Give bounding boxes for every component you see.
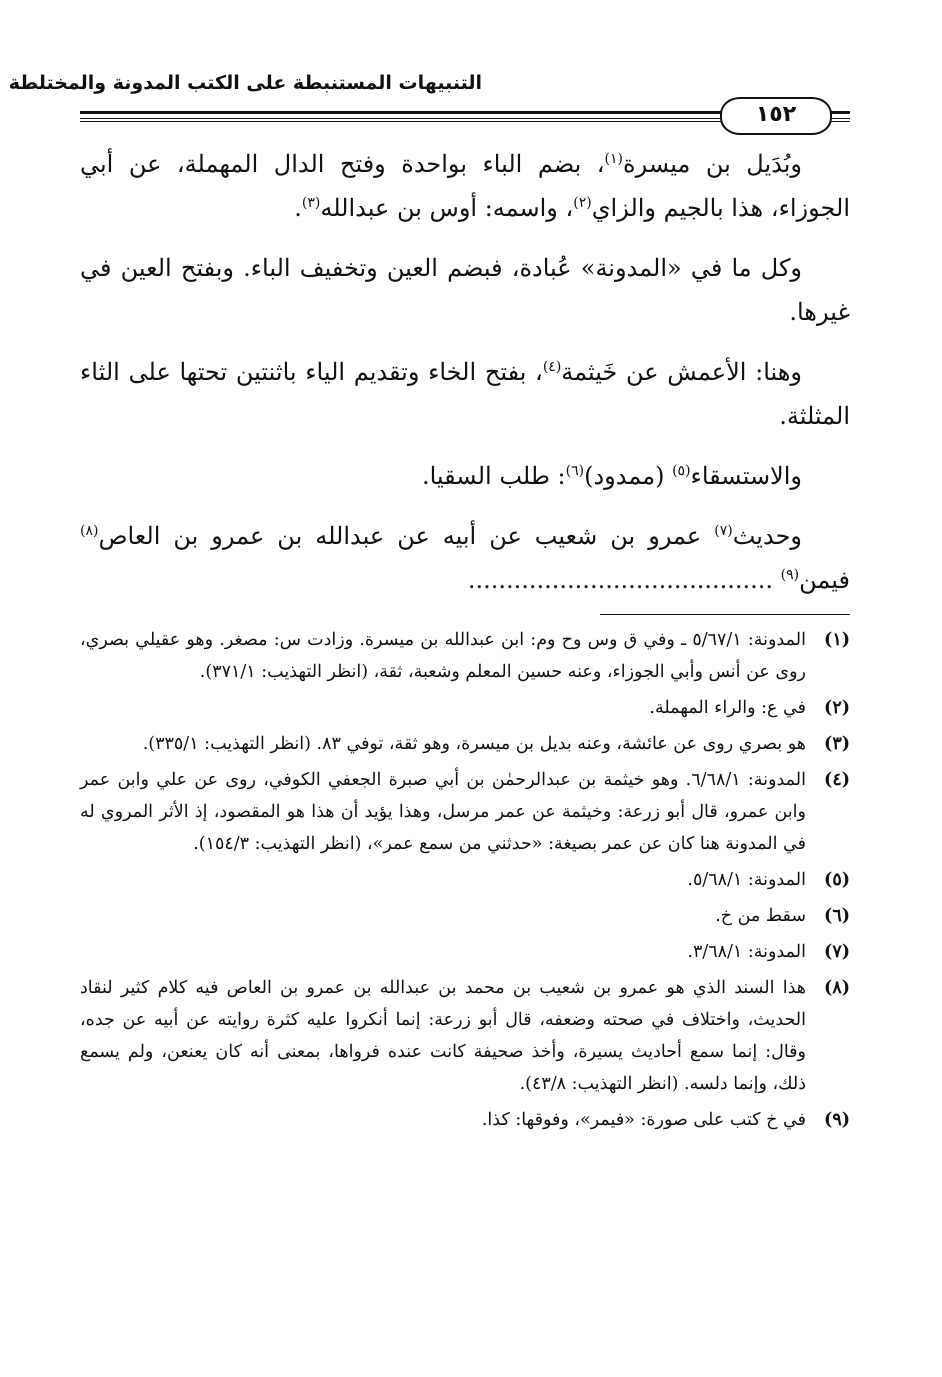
footnote-text: سقط من خ. [715, 906, 806, 926]
footnote [80, 728, 850, 760]
text-run: : طلب السقيا. [421, 462, 566, 490]
footnote-ref[interactable]: (٢) [573, 195, 592, 211]
footnote-number: (١) [824, 630, 850, 650]
text-run: ، واسمه: أوس بن عبدالله [320, 194, 574, 222]
footnote-text: في خ كتب على صورة: «فيمر»، وفوقها: كذا. [481, 1110, 806, 1130]
footnote-number: (٩) [824, 1110, 850, 1130]
footnote-text: المدونة: ٣/٦٨/١. [687, 942, 806, 962]
footnote-ref[interactable]: (٧) [714, 523, 733, 539]
main-text [80, 142, 850, 618]
text-run: وبُدَيل بن ميسرة [623, 150, 802, 178]
footnote [80, 900, 850, 932]
footnote [80, 624, 850, 688]
text-run: وحديث [732, 522, 802, 550]
footnote-text: هذا السند الذي هو عمرو بن شعيب بن محمد بن عبدالله بن عمرو بن العاص فيه كلام كثير لنقاد الحديث، واختلاف في صحته وضعفه، قال أبو زرعة: إنما أنكروا عليه كثرة روايته عن أبيه عن جده، وقال: إنما سمع أحاديث يسيرة، وأخذ صحيفة كانت عنده فرواها، بمعنى أنه كان يعنعن، ولم يسمع ذلك، وإنما دلسه. (انظر التهذيب: ٤٣/٨). [80, 978, 806, 1094]
text-run: ، بضم الباء بواحدة وفتح الدال المهملة، عن أبي الجوزاء، هذا بالجيم والزاي [80, 150, 850, 222]
page-number: ١٥٢ [720, 97, 832, 135]
text-run: وهنا: الأعمش عن خَيثمة [561, 358, 802, 386]
running-title: التنبيهات المستنبطة على الكتب المدونة والمختلطة [8, 72, 482, 94]
text-run: ، بفتح الخاء وتقديم الياء باثنتين تحتها على الثاء المثلثة. [80, 358, 850, 430]
paragraph-3 [80, 350, 850, 438]
footnote-ref[interactable]: (٣) [301, 195, 321, 211]
footnote-ref[interactable]: (٤) [542, 359, 562, 375]
text-run: فيمن [799, 566, 850, 594]
text-run: . [294, 194, 302, 222]
paragraph-4 [80, 454, 850, 498]
footnote [80, 972, 850, 1100]
footnote-number: (٢) [824, 698, 850, 718]
footnote-text: المدونة: ٦/٦٨/١. وهو خيثمة بن عبدالرحمٰن بن أبي صبرة الجعفي الكوفي، روى عن علي وابن عمر وابن عمرو، قال أبو زرعة: وخيثمة عن عمر مرسل، وهذا يؤيد أن هذا هو المقصود، إذ الأثر المروي له في المدونة هنا كان عن عمر بصيغة: «حدثني من سمع عمر»، (انظر التهذيب: ١٥٤/٣). [80, 770, 806, 854]
footnote-ref[interactable]: (٨) [80, 523, 99, 539]
footnote-text: المدونة: ٥/٦٧/١ ـ وفي ق وس وح وم: ابن عبدالله بن ميسرة. وزادت س: مصغر. وهو عقيلي بصري، روى عن أنس وأبي الجوزاء، وعنه حسين المعلم وشعبة، ثقة، (انظر التهذيب: ٣٧١/١). [80, 630, 806, 682]
footnote-number: (٧) [824, 942, 850, 962]
footnote-number: (٤) [824, 770, 850, 790]
footnote-number: (٨) [824, 978, 850, 998]
footnote [80, 864, 850, 896]
footnote-text: هو بصري روى عن عائشة، وعنه بديل بن ميسرة، وهو ثقة، توفي ٨٣. (انظر التهذيب: ٣٣٥/١). [142, 734, 806, 754]
text-run: عمرو بن شعيب عن أبيه عن عبدالله بن عمرو بن العاص [98, 522, 715, 550]
text-run: (ممدود) [584, 462, 673, 490]
footnote [80, 692, 850, 724]
footnote-ref[interactable]: (٦) [565, 463, 585, 479]
footnote-ref[interactable]: (٥) [672, 463, 691, 479]
paragraph-1 [80, 142, 850, 230]
paragraph-5 [80, 514, 850, 602]
ellipsis-dots: ........................................ [467, 566, 774, 594]
paragraph-2: وكل ما في «المدونة» عُبادة، فبضم العين وتخفيف الباء. وبفتح العين في غيرها. [80, 254, 850, 326]
footnote-separator [600, 614, 850, 615]
footnote-ref[interactable]: (٩) [780, 567, 800, 583]
footnotes [80, 624, 850, 1140]
footnote [80, 936, 850, 968]
footnote-text: في ع: والراء المهملة. [649, 698, 806, 718]
text-run: والاستسقاء [690, 462, 802, 490]
footnote-number: (٥) [824, 870, 850, 890]
footnote-ref[interactable]: (١) [604, 151, 623, 167]
footnote [80, 764, 850, 860]
footnote [80, 1104, 850, 1136]
footnote-number: (٦) [824, 906, 850, 926]
footnote-text: المدونة: ٥/٦٨/١. [687, 870, 806, 890]
footnote-number: (٣) [824, 734, 850, 754]
